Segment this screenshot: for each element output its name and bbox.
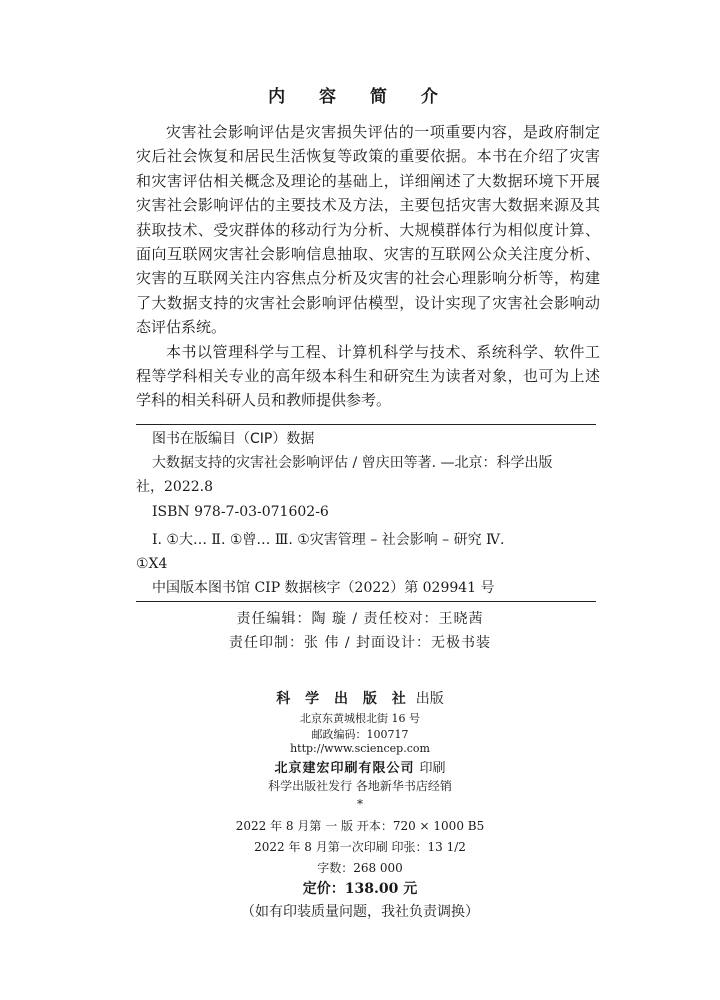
- intro-paragraph-1: 灾害社会影响评估是灾害损失评估的一项重要内容，是政府制定灾后社会恢复和居民生活恢复等政策的重要依据。本书在介绍了灾害和灾害评估相关概念及理论的基础上，详细阐述了大数据环境下开展灾害社会影响评估的主要技术及方法，主要包括灾害大数据来源及其获取技术、受灾群体的移动行为分析、大规模群体行为相似度计算、面向互联网灾害社会影响信息抽取、灾害的互联网公众关注度分析、灾害的互联网关注内容焦点分析及灾害的社会心理影响分析等，构建了大数据支持的灾害社会影响评估模型，设计实现了灾害社会影响动态评估系统。: [136, 123, 600, 337]
- intro-section: [136, 120, 600, 413]
- cip-line-title: 大数据支持的灾害社会影响评估 / 曾庆田等著. —北京：科学出版: [152, 455, 553, 472]
- page-title: 内 容 简 介: [268, 87, 452, 107]
- cip-top-rule: [136, 424, 596, 425]
- cip-line-publisher: 社，2022.8: [136, 479, 213, 496]
- word-count: 字数：268 000: [317, 861, 403, 875]
- printer-role: 印刷: [419, 761, 446, 776]
- intro-paragraph-2: 本书以管理科学与工程、计算机科学与技术、系统科学、软件工程等学科相关专业的高年级本科生和研究生为读者对象，也可为上述学科的相关科研人员和教师提供参考。: [136, 342, 600, 410]
- cip-isbn: ISBN 978-7-03-071602-6: [152, 503, 329, 520]
- price: 定价：138.00 元: [302, 881, 418, 897]
- publisher-postcode: 邮政编码：100717: [311, 728, 409, 741]
- separator-star: *: [357, 797, 363, 811]
- printer-line: [0, 757, 720, 776]
- responsibility-line-2: 责任印制：张 伟 / 封面设计：无极书装: [228, 635, 492, 651]
- publisher-name: 科 学 出 版 社: [276, 691, 411, 707]
- distribution-line: 科学出版社发行 各地新华书店经销: [268, 779, 452, 793]
- edition-line-1: 2022 年 8 月第 一 版 开本：720 × 1000 B5: [235, 819, 485, 833]
- cip-classification: Ⅰ. ①大… Ⅱ. ①曾… Ⅲ. ①灾害管理 – 社会影响 – 研究 Ⅳ.: [152, 531, 505, 548]
- cip-header: 图书在版编目（CIP）数据: [152, 431, 315, 447]
- cip-bottom-rule: [136, 601, 596, 602]
- edition-line-2: 2022 年 8 月第一次印刷 印张：13 1/2: [254, 840, 466, 854]
- responsibility-line-1: 责任编辑：陶 璇 / 责任校对：王晓茜: [236, 611, 484, 627]
- publisher-address: 北京东黄城根北街 16 号: [300, 712, 420, 725]
- cip-block: [136, 427, 598, 600]
- publisher-role: 出版: [415, 691, 444, 707]
- publisher-url: http://www.sciencep.com: [290, 742, 430, 755]
- cip-classification-cont: ①X4: [136, 556, 168, 573]
- publisher-line: [0, 688, 720, 708]
- printer-name: 北京建宏印刷有限公司: [274, 761, 415, 776]
- cip-number: 中国版本图书馆 CIP 数据核字（2022）第 029941 号: [152, 580, 495, 597]
- quality-notice: （如有印装质量问题，我社负责调换）: [241, 904, 479, 920]
